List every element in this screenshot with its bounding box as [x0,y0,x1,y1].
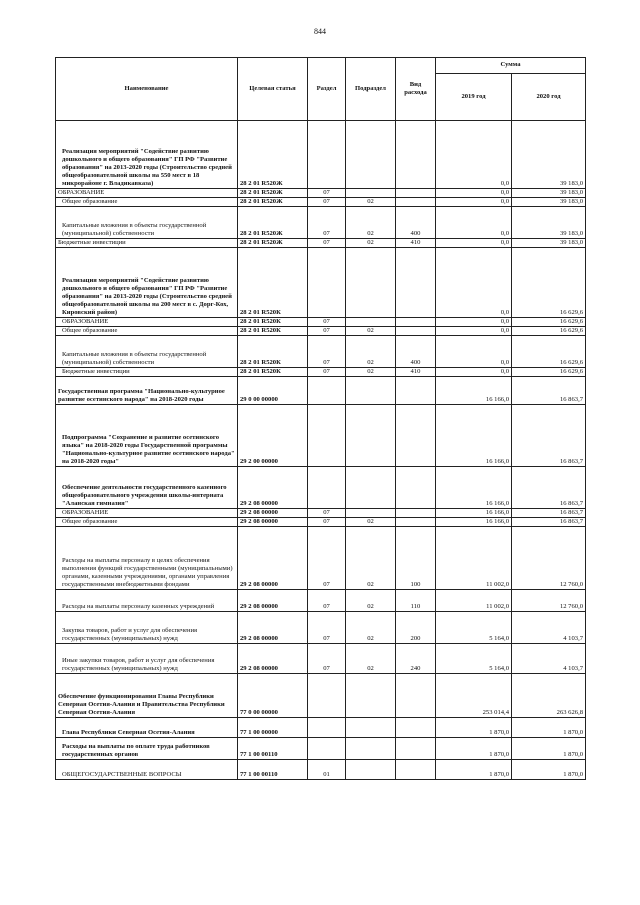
row-subsection-cell [346,674,396,718]
row-name-cell: Иные закупки товаров, работ и услуг для обеспечения государственных (муниципальных) нужд [56,644,238,674]
row-amount-2020-cell: 1 870,0 [512,738,586,760]
row-expense-type-cell [396,760,436,780]
row-amount-2020-cell: 39 183,0 [512,198,586,207]
row-expense-type-cell [396,405,436,467]
row-target-article-cell: 29 2 08 00000 [238,518,308,527]
header-year-2020: 2020 год [512,74,586,121]
row-amount-2019-cell: 5 164,0 [436,644,512,674]
table-row [56,738,586,760]
row-subsection-cell [346,189,396,198]
row-subsection-cell [346,718,396,738]
row-section-cell: 07 [308,590,346,612]
row-section-cell: 07 [308,527,346,590]
row-section-cell: 07 [308,239,346,248]
row-target-article-cell: 77 0 00 00000 [238,674,308,718]
row-subsection-cell: 02 [346,590,396,612]
row-subsection-cell: 02 [346,239,396,248]
row-subsection-cell: 02 [346,644,396,674]
row-name-cell: Глава Республики Северная Осетия-Алания [56,718,238,738]
row-section-cell: 07 [308,336,346,368]
row-name-cell: Обеспечение функционирования Главы Республики Северная Осетия-Алания и Правительства Республики Северная Осетия-Алания [56,674,238,718]
row-amount-2019-cell: 1 870,0 [436,738,512,760]
row-name-cell: Бюджетные инвестиции [56,239,238,248]
row-expense-type-cell [396,318,436,327]
row-name-cell: Реализация мероприятий "Содействие развитию дошкольного и общего образования" ГП РФ "Развитие образования" на 2013-2020 годы (Строительство средней общеобразовательной школы на 550 мест в 18 микрорайоне г. Владикавказа) [56,121,238,189]
row-section-cell: 07 [308,518,346,527]
row-target-article-cell: 29 2 08 00000 [238,590,308,612]
row-amount-2020-cell: 16 863,7 [512,518,586,527]
table-row [56,527,586,590]
row-amount-2019-cell: 5 164,0 [436,612,512,644]
row-subsection-cell: 02 [346,198,396,207]
row-name-cell: Государственная программа "Национально-культурное развитие осетинского народа" на 2018-2020 годы [56,377,238,405]
row-target-article-cell: 29 0 00 00000 [238,377,308,405]
row-subsection-cell [346,760,396,780]
row-expense-type-cell [396,189,436,198]
row-amount-2020-cell: 12 760,0 [512,590,586,612]
row-expense-type-cell [396,377,436,405]
row-subsection-cell: 02 [346,612,396,644]
table-row [56,336,586,368]
row-expense-type-cell: 400 [396,207,436,239]
table-row [56,207,586,239]
table-row [56,327,586,336]
row-subsection-cell: 02 [346,336,396,368]
header-section: Раздел [308,58,346,121]
row-amount-2019-cell: 16 166,0 [436,518,512,527]
row-amount-2019-cell: 11 002,0 [436,527,512,590]
row-amount-2019-cell: 0,0 [436,121,512,189]
row-amount-2019-cell: 0,0 [436,198,512,207]
row-amount-2020-cell: 263 626,8 [512,674,586,718]
row-amount-2020-cell: 16 863,7 [512,377,586,405]
row-name-cell: Общее образование [56,518,238,527]
row-section-cell: 07 [308,207,346,239]
row-subsection-cell [346,467,396,509]
row-amount-2019-cell: 1 870,0 [436,718,512,738]
row-name-cell: Закупка товаров, работ и услуг для обеспечения государственных (муниципальных) нужд [56,612,238,644]
row-subsection-cell: 02 [346,327,396,336]
row-target-article-cell: 28 2 01 R520К [238,327,308,336]
row-target-article-cell: 77 1 00 00110 [238,760,308,780]
table-row [56,318,586,327]
table-row [56,509,586,518]
row-target-article-cell: 29 2 08 00000 [238,612,308,644]
row-section-cell: 07 [308,318,346,327]
row-name-cell: Капитальные вложения в объекты государственной (муниципальной) собственности [56,336,238,368]
row-target-article-cell: 28 2 01 R520К [238,336,308,368]
row-amount-2019-cell: 16 166,0 [436,377,512,405]
row-amount-2020-cell: 39 183,0 [512,189,586,198]
row-target-article-cell: 77 1 00 00000 [238,718,308,738]
header-year-2019: 2019 год [436,74,512,121]
table-row [56,467,586,509]
row-expense-type-cell [396,718,436,738]
row-target-article-cell: 28 2 01 R520Ж [238,239,308,248]
row-name-cell: Расходы на выплаты по оплате труда работников государственных органов [56,738,238,760]
row-amount-2019-cell: 0,0 [436,318,512,327]
table-row [56,760,586,780]
row-subsection-cell [346,509,396,518]
row-target-article-cell: 29 2 08 00000 [238,527,308,590]
row-expense-type-cell [396,518,436,527]
row-subsection-cell [346,377,396,405]
row-subsection-cell [346,738,396,760]
table-row [56,248,586,318]
row-amount-2019-cell: 16 166,0 [436,509,512,518]
header-target-article: Целевая статья [238,58,308,121]
row-expense-type-cell [396,198,436,207]
row-amount-2020-cell: 12 760,0 [512,527,586,590]
row-amount-2019-cell: 0,0 [436,368,512,377]
row-amount-2020-cell: 16 863,7 [512,405,586,467]
row-subsection-cell: 02 [346,518,396,527]
table-row [56,368,586,377]
row-amount-2019-cell: 0,0 [436,207,512,239]
row-expense-type-cell: 200 [396,612,436,644]
row-section-cell: 07 [308,612,346,644]
header-sum: Сумма [436,58,586,74]
row-name-cell: Расходы на выплаты персоналу в целях обеспечения выполнения функций государственными (муниципальными) органами, казенными учреждениями, органами управления государственными внебюджетными фондами [56,527,238,590]
row-subsection-cell: 02 [346,207,396,239]
row-expense-type-cell [396,327,436,336]
row-section-cell: 07 [308,644,346,674]
table-row [56,518,586,527]
header-expense-type: Вид расхода [396,58,436,121]
row-amount-2019-cell: 0,0 [436,248,512,318]
row-subsection-cell [346,405,396,467]
row-amount-2019-cell: 16 166,0 [436,467,512,509]
header-name: Наименование [56,58,238,121]
table-row [56,405,586,467]
row-amount-2019-cell: 1 870,0 [436,760,512,780]
row-name-cell: ОБРАЗОВАНИЕ [56,318,238,327]
row-section-cell: 07 [308,327,346,336]
row-expense-type-cell: 410 [396,239,436,248]
row-section-cell: 07 [308,189,346,198]
row-section-cell [308,738,346,760]
row-amount-2020-cell: 1 870,0 [512,718,586,738]
row-section-cell [308,121,346,189]
table-row [56,121,586,189]
row-target-article-cell: 77 1 00 00110 [238,738,308,760]
row-amount-2019-cell: 253 014,4 [436,674,512,718]
row-expense-type-cell [396,467,436,509]
row-expense-type-cell: 100 [396,527,436,590]
row-amount-2019-cell: 16 166,0 [436,405,512,467]
row-name-cell: Общее образование [56,198,238,207]
row-subsection-cell: 02 [346,527,396,590]
row-amount-2020-cell: 4 103,7 [512,612,586,644]
row-expense-type-cell [396,674,436,718]
row-name-cell: Бюджетные инвестиции [56,368,238,377]
row-subsection-cell [346,121,396,189]
row-amount-2020-cell: 39 183,0 [512,239,586,248]
row-name-cell: Расходы на выплаты персоналу казенных учреждений [56,590,238,612]
table-row [56,590,586,612]
row-section-cell [308,467,346,509]
row-amount-2020-cell: 16 629,6 [512,248,586,318]
row-amount-2019-cell: 0,0 [436,239,512,248]
row-section-cell: 07 [308,509,346,518]
table-row [56,612,586,644]
row-expense-type-cell: 240 [396,644,436,674]
row-target-article-cell: 28 2 01 R520Ж [238,121,308,189]
row-amount-2020-cell: 39 183,0 [512,207,586,239]
row-amount-2020-cell: 16 863,7 [512,467,586,509]
budget-table [55,57,586,780]
row-amount-2019-cell: 0,0 [436,336,512,368]
row-expense-type-cell [396,248,436,318]
table-row [56,239,586,248]
row-amount-2020-cell: 16 629,6 [512,368,586,377]
row-target-article-cell: 29 2 08 00000 [238,467,308,509]
row-target-article-cell: 28 2 01 R520К [238,318,308,327]
row-section-cell [308,377,346,405]
row-section-cell: 01 [308,760,346,780]
row-section-cell [308,718,346,738]
row-name-cell: Общее образование [56,327,238,336]
row-name-cell: ОБЩЕГОСУДАРСТВЕННЫЕ ВОПРОСЫ [56,760,238,780]
table-row [56,644,586,674]
table-row [56,377,586,405]
row-name-cell: Подпрограмма "Сохранение и развитие осетинского языка" на 2018-2020 годы Государственной программы "Национально-культурное развитие осетинского народа" на 2018-2020 годы" [56,405,238,467]
row-amount-2019-cell: 11 002,0 [436,590,512,612]
row-amount-2020-cell: 16 629,6 [512,327,586,336]
row-amount-2020-cell: 39 183,0 [512,121,586,189]
row-name-cell: Реализация мероприятий "Содействие развитию дошкольного и общего образования" ГП РФ "Развитие образования" на 2013-2020 годы (Строительство средней общеобразовательной школы на 200 мест в с. Дорг-Кох, Кировский район) [56,248,238,318]
row-name-cell: Обеспечение деятельности государственного казенного общеобразовательного учреждения школы-интерната "Аланская гимназия" [56,467,238,509]
page-number: 844 [314,27,326,36]
row-section-cell [308,674,346,718]
row-amount-2020-cell: 1 870,0 [512,760,586,780]
row-target-article-cell: 28 2 01 R520Ж [238,189,308,198]
row-amount-2019-cell: 0,0 [436,327,512,336]
row-section-cell [308,405,346,467]
row-amount-2020-cell: 4 103,7 [512,644,586,674]
row-expense-type-cell [396,121,436,189]
row-target-article-cell: 29 2 08 00000 [238,644,308,674]
row-section-cell: 07 [308,198,346,207]
row-target-article-cell: 28 2 01 R520К [238,368,308,377]
row-subsection-cell [346,248,396,318]
header-subsection: Подраздел [346,58,396,121]
table-row [56,189,586,198]
row-section-cell: 07 [308,368,346,377]
row-expense-type-cell: 110 [396,590,436,612]
row-target-article-cell: 28 2 01 R520Ж [238,198,308,207]
row-section-cell [308,248,346,318]
row-amount-2020-cell: 16 629,6 [512,318,586,327]
table-row [56,674,586,718]
row-name-cell: ОБРАЗОВАНИЕ [56,189,238,198]
row-amount-2020-cell: 16 629,6 [512,336,586,368]
row-name-cell: Капитальные вложения в объекты государственной (муниципальной) собственности [56,207,238,239]
row-subsection-cell [346,318,396,327]
row-target-article-cell: 28 2 01 R520Ж [238,207,308,239]
row-expense-type-cell [396,509,436,518]
row-expense-type-cell: 410 [396,368,436,377]
row-expense-type-cell: 400 [396,336,436,368]
table-row [56,718,586,738]
row-target-article-cell: 29 2 08 00000 [238,509,308,518]
row-expense-type-cell [396,738,436,760]
row-target-article-cell: 29 2 00 00000 [238,405,308,467]
row-subsection-cell: 02 [346,368,396,377]
row-name-cell: ОБРАЗОВАНИЕ [56,509,238,518]
table-row [56,198,586,207]
table-body [56,121,586,780]
row-target-article-cell: 28 2 01 R520К [238,248,308,318]
row-amount-2020-cell: 16 863,7 [512,509,586,518]
row-amount-2019-cell: 0,0 [436,189,512,198]
